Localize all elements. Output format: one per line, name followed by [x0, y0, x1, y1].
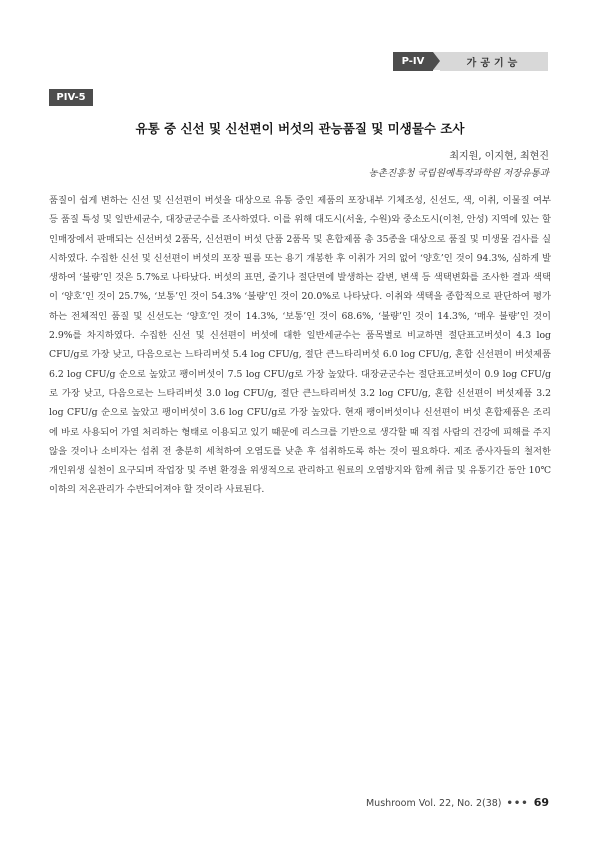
section-header-tab — [393, 52, 548, 71]
journal-citation: Mushroom Vol. 22, No. 2(38) — [365, 798, 502, 809]
page-number: 69 — [533, 796, 549, 809]
page-footer — [366, 796, 549, 809]
paper-title: 유통 중 신선 및 신선편이 버섯의 관능품질 및 미생물수 조사 — [135, 121, 465, 136]
abstract-body: 품질이 쉽게 변하는 신선 및 신선편이 버섯을 대상으로 유통 중인 제품의 포장내부 기체조성, 신선도, 색, 이취, 이물질 여부 등 품질 특성 및 일반세균수, 대장균군수를 조사하였다. 이를 위해 대도시(서울, 수원)와 중소도시(이천, 안성) 지역에 있는 할인매장에서 판매되는 신선버섯 2품목, 신선편이 버섯 단품 2품목 및 혼합제품 총 35종을 대상으로 품질 및 미생물 검사를 실시하였다. 수집한 신선 및 신선편이 버섯의 포장 필름 또는 용기 개봉한 후 이취가 거의 없어 ‘양호’인 것이 94.3%, 심하게 발생하여 ‘불량’인 것은 5.7%로 나타났다. 버섯의 표면, 줄기나 절단면에 발생하는 갈변, 변색 등 색택변화를 조사한 결과 색택이 ‘양호’인 것이 25.7%, ‘보통’인 것이 54.3% ‘불량’인 것이 20.0%로 나타났다. 이취와 색택을 종합적으로 판단하여 평가하는 전체적인 품질 및 신선도는 ‘양호’인 것이 14.3%, ‘보통’인 것이 68.6%, ‘불량’인 것이 14.3%, ‘매우 불량’인 것이 2.9%를 차지하였다. 수집한 신선 및 신선편이 버섯에 대한 일반세균수는 품목별로 비교하면 절단표고버섯이 4.3 log CFU/g로 가장 낮고, 다음으로는 느타리버섯 5.4 log CFU/g, 절단 큰느타리버섯 6.0 log CFU/g, 혼합 신선편이 버섯제품 6.2 log CFU/g 순으로 높았고 팽이버섯이 7.5 log CFU/g로 가장 높았다. 대장균군수는 절단표고버섯이 0.9 log CFU/g로 가장 낮고, 다음으로는 느타리버섯 3.0 log CFU/g, 절단 큰느타리버섯 3.2 log CFU/g, 혼합 신선편이 버섯제품 3.2 log CFU/g 순으로 높았고 팽이버섯이 3.6 log CFU/g로 가장 높았다. 현재 팽이버섯이나 신선편이 버섯 혼합제품은 조리에 바로 사용되어 가열 처리하는 형태로 이용되고 있기 때문에 리스크를 기반으로 생각할 때 직접 사람의 건강에 피해를 주지 않을 것이나 소비자는 섭취 전 충분히 세척하여 오염도를 낮춘 후 섭취하도록 하는 것이 필요하다. 제조 종사자들의 철저한 개인위생 실천이 요구되며 작업장 및 주변 환경을 위생적으로 관리하고 원료의 오염방지와 함께 취급 및 유통기간 동안 10℃ 이하의 저온관리가 수반되어져야 할 것이라 사료된다. — [49, 195, 551, 496]
section-name: 가공기능 — [440, 52, 548, 71]
abstract-code-badge: PIV-5 — [49, 89, 93, 106]
affiliation: 농촌진흥청 국립원예특작과학원 저장유통과 — [368, 168, 549, 179]
footer-separator: ••• — [506, 798, 529, 809]
section-code: P-IV — [393, 52, 433, 71]
section-arrow-icon — [433, 52, 440, 70]
authors: 최지원, 이지현, 최현진 — [449, 151, 549, 162]
